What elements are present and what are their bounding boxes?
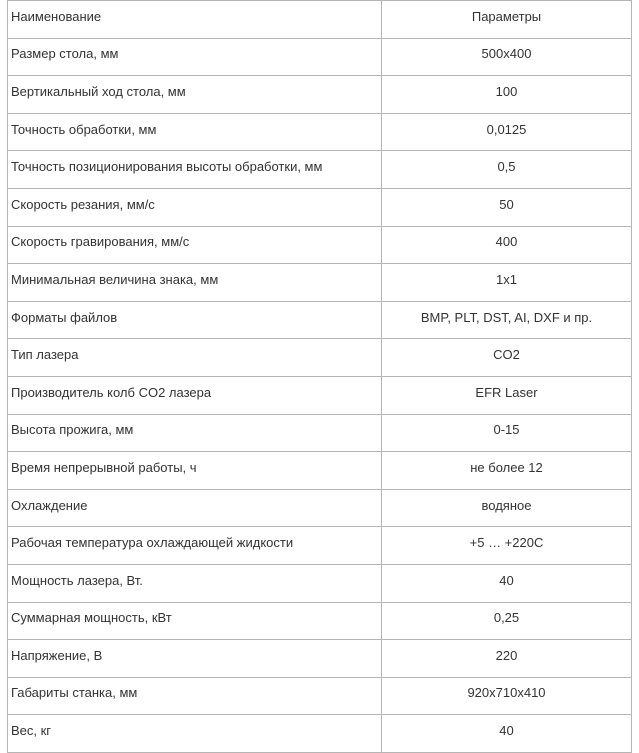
row-name: Рабочая температура охлаждающей жидкости: [8, 527, 382, 565]
row-name: Вес, кг: [8, 715, 382, 753]
row-name: Скорость резания, мм/с: [8, 188, 382, 226]
row-value: 1x1: [382, 264, 632, 302]
table-row: [8, 376, 632, 414]
row-name: Суммарная мощность, кВт: [8, 602, 382, 640]
row-name: Минимальная величина знака, мм: [8, 264, 382, 302]
row-value: EFR Laser: [382, 376, 632, 414]
row-value: +5 … +220C: [382, 527, 632, 565]
table-row: [8, 715, 632, 753]
table-row: [8, 151, 632, 189]
row-name: Охлаждение: [8, 489, 382, 527]
table-header-row: [8, 1, 632, 39]
row-value: BMP, PLT, DST, AI, DXF и пр.: [382, 301, 632, 339]
table-row: [8, 226, 632, 264]
row-value: 0,0125: [382, 113, 632, 151]
row-name: Вертикальный ход стола, мм: [8, 76, 382, 114]
row-value: 40: [382, 715, 632, 753]
table-row: [8, 188, 632, 226]
row-name: Время непрерывной работы, ч: [8, 452, 382, 490]
row-value: 220: [382, 640, 632, 678]
row-name: Тип лазера: [8, 339, 382, 377]
row-value: 500x400: [382, 38, 632, 76]
row-name: Габариты станка, мм: [8, 677, 382, 715]
row-value: 400: [382, 226, 632, 264]
header-name: Наименование: [8, 1, 382, 39]
row-value: 0,5: [382, 151, 632, 189]
row-name: Производитель колб CO2 лазера: [8, 376, 382, 414]
row-value: CO2: [382, 339, 632, 377]
table-row: [8, 640, 632, 678]
table-row: [8, 414, 632, 452]
row-value: 50: [382, 188, 632, 226]
table-row: [8, 264, 632, 302]
row-name: Напряжение, В: [8, 640, 382, 678]
row-name: Точность обработки, мм: [8, 113, 382, 151]
row-name: Точность позиционирования высоты обработки, мм: [8, 151, 382, 189]
row-name: Скорость гравирования, мм/с: [8, 226, 382, 264]
table-row: [8, 76, 632, 114]
table-row: [8, 113, 632, 151]
table-row: [8, 527, 632, 565]
row-name: Форматы файлов: [8, 301, 382, 339]
row-value: 920x710x410: [382, 677, 632, 715]
specifications-table: [7, 0, 632, 753]
row-value: 0-15: [382, 414, 632, 452]
table-row: [8, 339, 632, 377]
table-row: [8, 301, 632, 339]
row-value: 100: [382, 76, 632, 114]
row-name: Мощность лазера, Вт.: [8, 564, 382, 602]
row-value: не более 12: [382, 452, 632, 490]
table-row: [8, 564, 632, 602]
table-row: [8, 677, 632, 715]
row-value: 0,25: [382, 602, 632, 640]
table-row: [8, 452, 632, 490]
row-value: 40: [382, 564, 632, 602]
row-name: Высота прожига, мм: [8, 414, 382, 452]
table-row: [8, 489, 632, 527]
header-value: Параметры: [382, 1, 632, 39]
table-row: [8, 38, 632, 76]
row-name: Размер стола, мм: [8, 38, 382, 76]
row-value: водяное: [382, 489, 632, 527]
table-row: [8, 602, 632, 640]
